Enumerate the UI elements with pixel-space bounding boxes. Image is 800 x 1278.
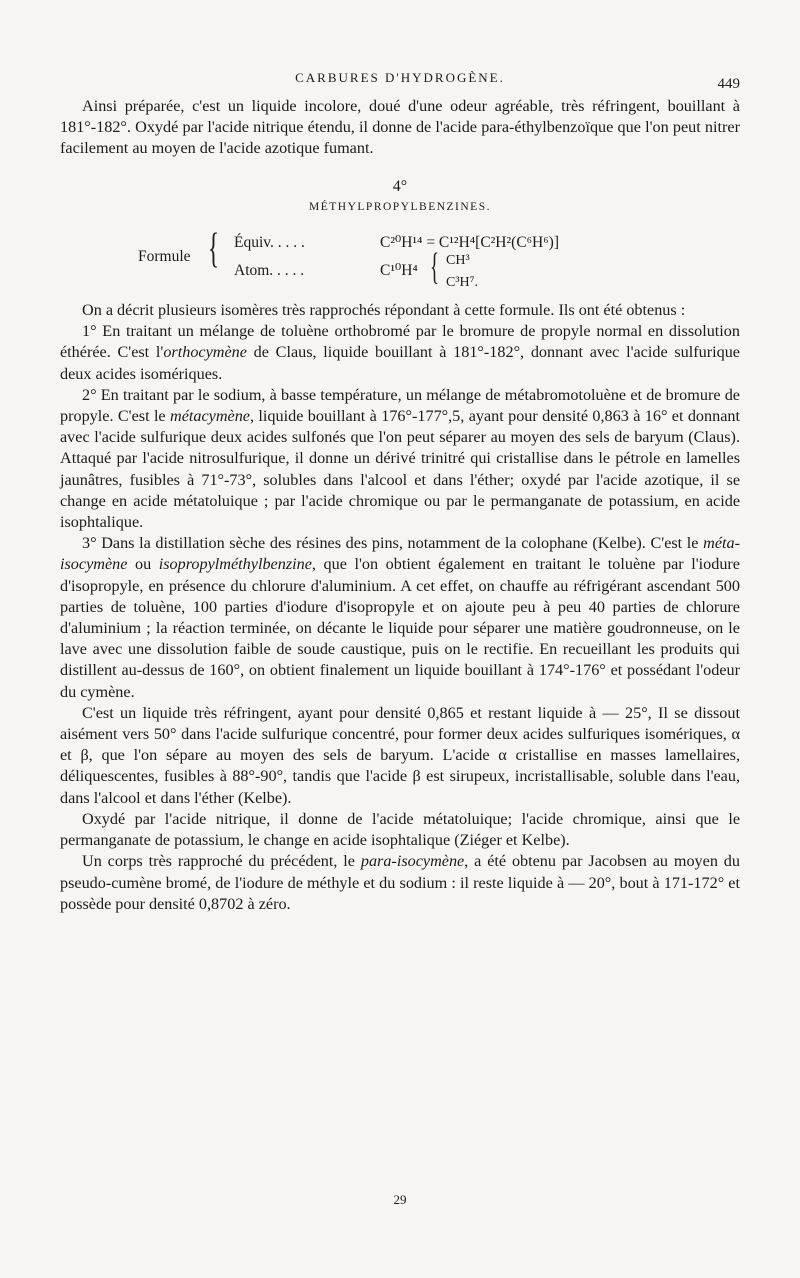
atom-group-2: C³H⁷. [446, 275, 479, 291]
header-title: CARBURES D'HYDROGÈNE. [295, 70, 505, 85]
paragraph-6: Oxydé par l'acide nitrique, il donne de l'acide métatoluique; l'acide chromique, ainsi que le permanganate de potassium, le change en acide isophtalique (Ziéger et Kelbe). [60, 809, 740, 850]
paragraph-3: 2° En traitant par le sodium, à basse température, un mélange de métabromotoluène et de bromure de propyle. C'est le métacymène, liquide bouillant à 176°-177°,5, ayant pour densité 0,863 à 16° et donnant avec l'acide sulfurique deux acides sulfonés que l'on peut séparer au moyen des sels de baryum (Claus). Attaqué par l'acide nitrosulfurique, il donne un dérivé trinitré qui cristallise dans le pétrole en lamelles jaunâtres, fusibles à 71°-73°, solubles dans l'alcool et dans l'éther; oxydé par l'acide azotique, il se change en acide métatoluique ; par l'acide chromique ou par le permanganate de potassium, en acide isophtalique. [60, 385, 740, 532]
atom-label: Atom. . . . . [234, 262, 305, 280]
formula-label: Formule [138, 248, 191, 266]
atom-group-1: CH³ [446, 253, 470, 269]
signature-mark: 29 [393, 1192, 407, 1207]
paragraph-2: 1° En traitant un mélange de toluène orthobromé par le bromure de propyle normal en dissolution éthérée. C'est l'orthocymène de Claus, liquide bouillant à 181°-182°, donnant avec l'acide sulfurique deux acides isomériques. [60, 322, 740, 383]
formula-block [60, 224, 740, 294]
paragraph-4: 3° Dans la distillation sèche des résines des pins, notamment de la colophane (Kelbe). C'est le méta-isocymène ou isopropylméthylbenzine, que l'on obtient également en traitant le toluène par l'iodure d'isopropyle, en présence du chlorure d'aluminium. A cet effet, on chauffe au réfrigérant ascendant 500 parties de toluène, 100 parties d'iodure d'isopropyle et on ajoute peu à peu 40 parties de chlorure d'aluminium ; la réaction terminée, on décante le liquide pour séparer une matière goudronneuse, on le lave avec une dissolution faible de soude caustique, puis on le rectifie. En recueillant les produits qui distillent au-dessus de 160°, on obtient finalement un liquide bouillant à 174°-176° et possédant l'odeur du cymène. [60, 534, 740, 701]
body-text [60, 96, 740, 915]
equiv-label: Équiv. . . . . [234, 234, 305, 252]
section-number: 4° [392, 177, 408, 195]
group-brace: { [430, 246, 440, 289]
paragraph-7: Un corps très rapproché du précédent, le para-isocymène, a été obtenu par Jacobsen au moyen du pseudo-cumène bromé, de l'iodure de méthyle et du sodium : il reste liquide à — 20°, bout à 171-172° et possède pour densité 0,8702 à zéro. [60, 852, 740, 913]
atom-formula: C¹⁰H⁴ [380, 262, 418, 280]
paragraph-5: C'est un liquide très réfringent, ayant pour densité 0,865 et restant liquide à — 25°, Il se dissout aisément vers 50° dans l'acide sulfurique concentré, pour former deux acides sulfuriques isomériques, α et β, que l'on sépare au moyen des sels de baryum. L'acide α cristallise en masses lamellaires, déliquescentes, fusibles à 88°-90°, tandis que l'acide β est sirupeux, incristallisable, soluble dans l'eau, dans l'alcool et dans l'éther (Kelbe). [60, 703, 740, 807]
paragraph-1: On a décrit plusieurs isomères très rapprochés répondant à cette formule. Ils ont été obtenus : [82, 301, 686, 320]
term-para-isocymene: para-isocymène [360, 852, 465, 871]
running-header [60, 70, 740, 92]
page-number: 449 [717, 76, 740, 92]
term-metacymene: métacymène [170, 407, 250, 426]
term-meta-isocymene: méta-isocymène [60, 534, 740, 574]
term-orthocymene: orthocymène [163, 343, 247, 362]
equiv-formula: C²⁰H¹⁴ = C¹²H⁴[C²H²(C⁶H⁶)] [380, 234, 559, 252]
term-isopropylmethylbenzine: isopropylméthylbenzine [158, 555, 312, 574]
intro-paragraph: Ainsi préparée, c'est un liquide incolore, doué d'une odeur agréable, très réfringent, bouillant à 181°-182°. Oxydé par l'acide nitrique étendu, il donne de l'acide para-éthylbenzoïque que l'on peut nitrer facilement au moyen de l'acide azotique fumant. [60, 97, 740, 158]
section-title: MÉTHYLPROPYLBENZINES. [309, 200, 491, 213]
left-brace: { [208, 226, 220, 273]
